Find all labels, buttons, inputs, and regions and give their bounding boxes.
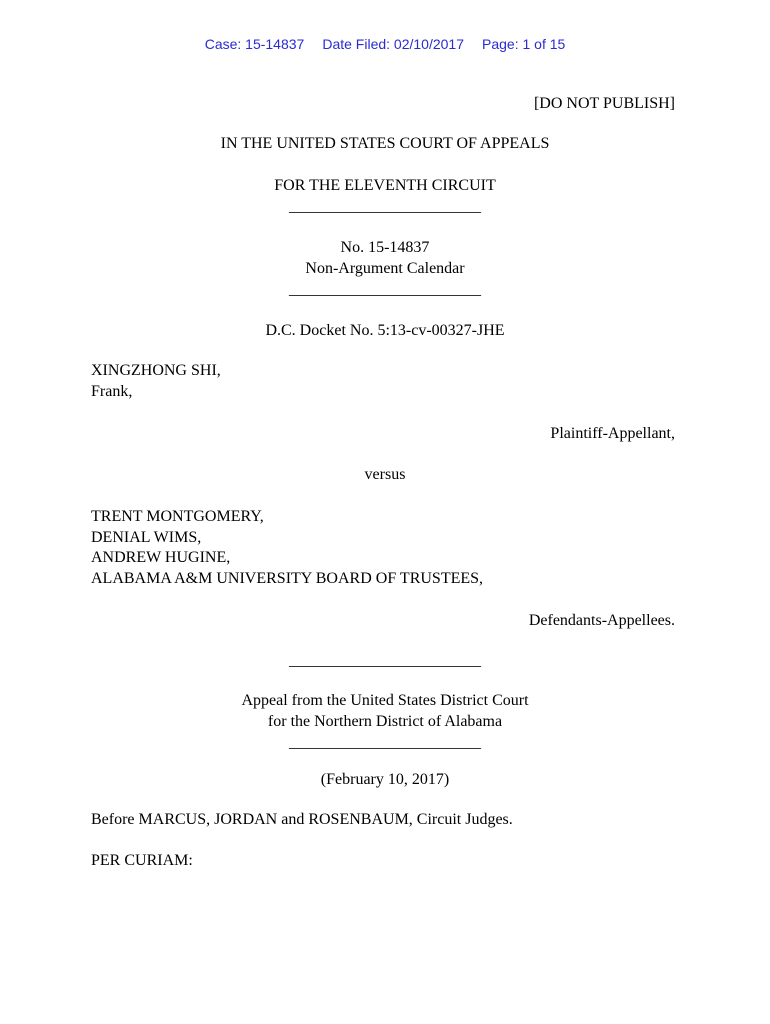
- separator-line: ________________________: [289, 734, 481, 751]
- appeal-district: for the Northern District of Alabama: [267, 713, 503, 730]
- judges-panel: Before MARCUS, JORDAN and ROSENBAUM, Circuit Judges.: [91, 811, 513, 828]
- date-filed-header: Date Filed: 02/10/2017: [322, 36, 464, 52]
- separator-line: ________________________: [289, 281, 481, 298]
- defendant-name: TRENT MONTGOMERY,: [91, 508, 264, 525]
- defendant-name: ALABAMA A&M UNIVERSITY BOARD OF TRUSTEES,: [91, 570, 484, 587]
- calendar-type: Non-Argument Calendar: [305, 260, 465, 277]
- circuit-name: FOR THE ELEVENTH CIRCUIT: [274, 177, 496, 194]
- case-number-header: Case: 15-14837: [204, 36, 305, 52]
- decision-date: (February 10, 2017): [320, 771, 450, 788]
- defendant-name: DENIAL WIMS,: [91, 529, 202, 546]
- plaintiff-role: Plaintiff-Appellant,: [550, 425, 675, 442]
- court-name: IN THE UNITED STATES COURT OF APPEALS: [220, 135, 550, 152]
- docket-number: D.C. Docket No. 5:13-cv-00327-JHE: [265, 322, 505, 339]
- case-number: No. 15-14837: [340, 239, 430, 256]
- filing-header: [0, 36, 770, 52]
- versus-text: versus: [364, 466, 406, 483]
- defendant-name: ANDREW HUGINE,: [91, 549, 231, 566]
- per-curiam-heading: PER CURIAM:: [91, 852, 193, 869]
- publish-status: [DO NOT PUBLISH]: [533, 95, 675, 112]
- defendants-role: Defendants-Appellees.: [528, 612, 675, 629]
- separator-line: ________________________: [289, 198, 481, 215]
- plaintiff-alias: Frank,: [91, 383, 133, 400]
- page-number-header: Page: 1 of 15: [482, 36, 566, 52]
- separator-line: ________________________: [289, 652, 481, 669]
- plaintiff-name: XINGZHONG SHI,: [91, 362, 221, 379]
- appeal-origin: Appeal from the United States District Court: [241, 692, 529, 709]
